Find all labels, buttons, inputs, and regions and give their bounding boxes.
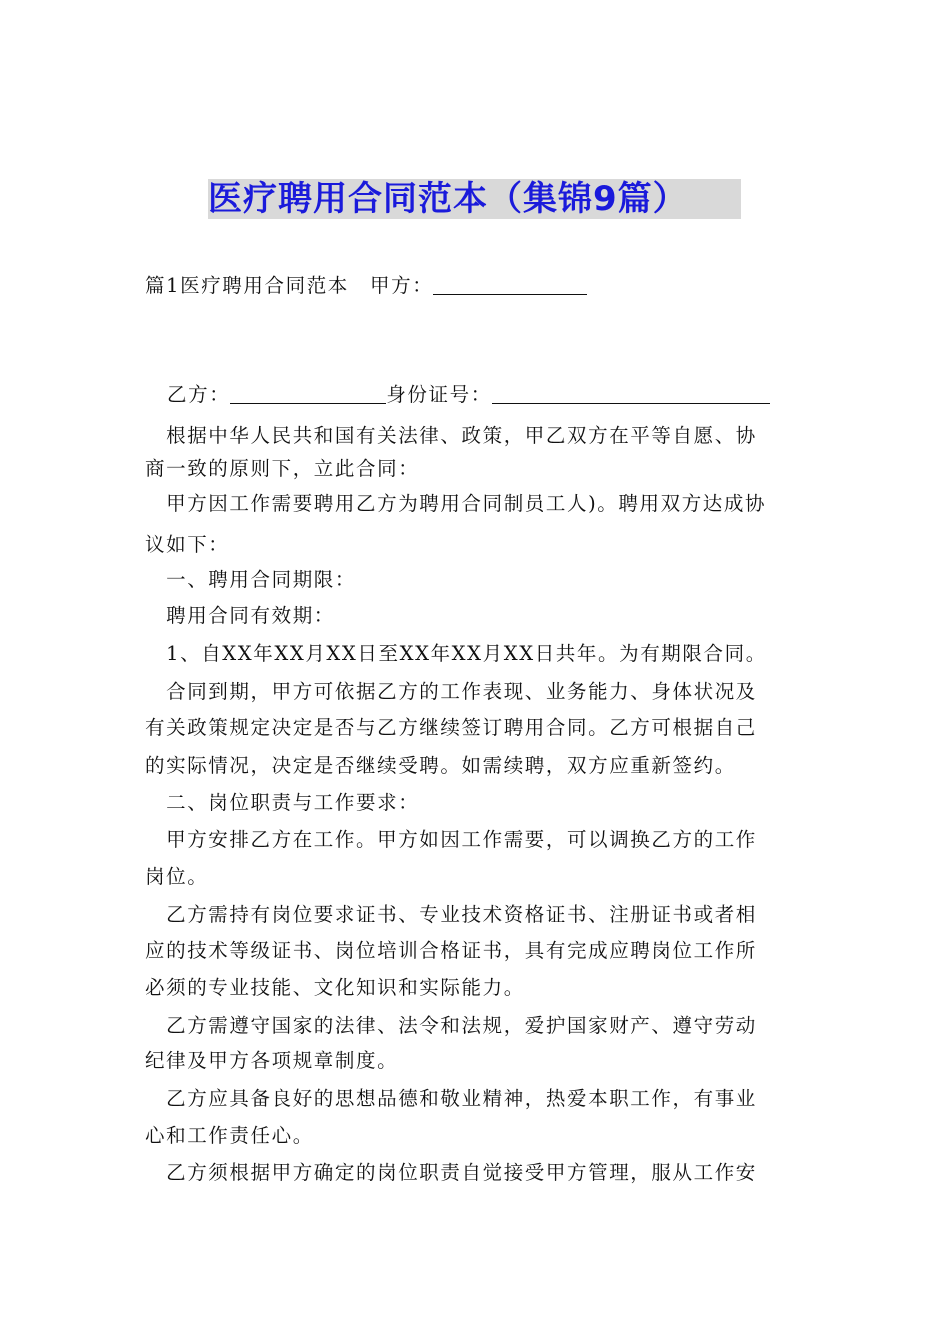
party-b-line (145, 380, 770, 410)
body-line: 纪律及甲方各项规章制度。 (145, 1049, 399, 1072)
section-heading: 二、岗位职责与工作要求： (145, 791, 420, 814)
party-a-blank (433, 274, 587, 295)
body-line: 根据中华人民共和国有关法律、政策，甲乙双方在平等自愿、协 (145, 424, 757, 447)
body-line: 必须的专业技能、文化知识和实际能力。 (145, 976, 525, 999)
party-a-label: 篇1医疗聘用合同范本 甲方： (145, 274, 434, 297)
body-line: 应的技术等级证书、岗位培训合格证书，具有完成应聘岗位工作所 (145, 939, 757, 962)
body-line: 岗位。 (145, 865, 209, 888)
body-line: 合同到期，甲方可依据乙方的工作表现、业务能力、身体状况及 (145, 680, 757, 703)
section-heading: 一、聘用合同期限： (145, 568, 357, 591)
party-b-blank (230, 383, 386, 404)
body-line: 乙方应具备良好的思想品德和敬业精神，热爱本职工作，有事业 (145, 1087, 757, 1110)
body-line: 的实际情况，决定是否继续受聘。如需续聘，双方应重新签约。 (145, 754, 736, 777)
id-number-blank (492, 383, 770, 404)
body-line: 有关政策规定决定是否与乙方继续签订聘用合同。乙方可根据自己 (145, 716, 757, 739)
party-a-line (145, 271, 587, 301)
body-line: 议如下： (145, 533, 230, 556)
party-b-label: 乙方： (167, 383, 231, 406)
body-line: 乙方须根据甲方确定的岗位职责自觉接受甲方管理，服从工作安 (145, 1161, 757, 1184)
body-line: 聘用合同有效期： (145, 604, 335, 627)
id-number-label: 身份证号： (386, 383, 492, 406)
body-line: 乙方需持有岗位要求证书、专业技术资格证书、注册证书或者相 (145, 903, 757, 926)
body-line: 心和工作责任心。 (145, 1124, 314, 1147)
body-line: 1、自XX年XX月XX日至XX年XX月XX日共年。为有期限合同。 (145, 642, 767, 665)
body-line: 商一致的原则下，立此合同： (145, 457, 420, 480)
document-title: 医疗聘用合同范本（集锦9篇） (208, 179, 688, 219)
body-line: 乙方需遵守国家的法律、法令和法规，爱护国家财产、遵守劳动 (145, 1014, 757, 1037)
document-title-highlight (208, 179, 741, 219)
body-line: 甲方因工作需要聘用乙方为聘用合同制员工人)。聘用双方达成协 (145, 492, 767, 515)
body-line: 甲方安排乙方在工作。甲方如因工作需要，可以调换乙方的工作 (145, 828, 757, 851)
